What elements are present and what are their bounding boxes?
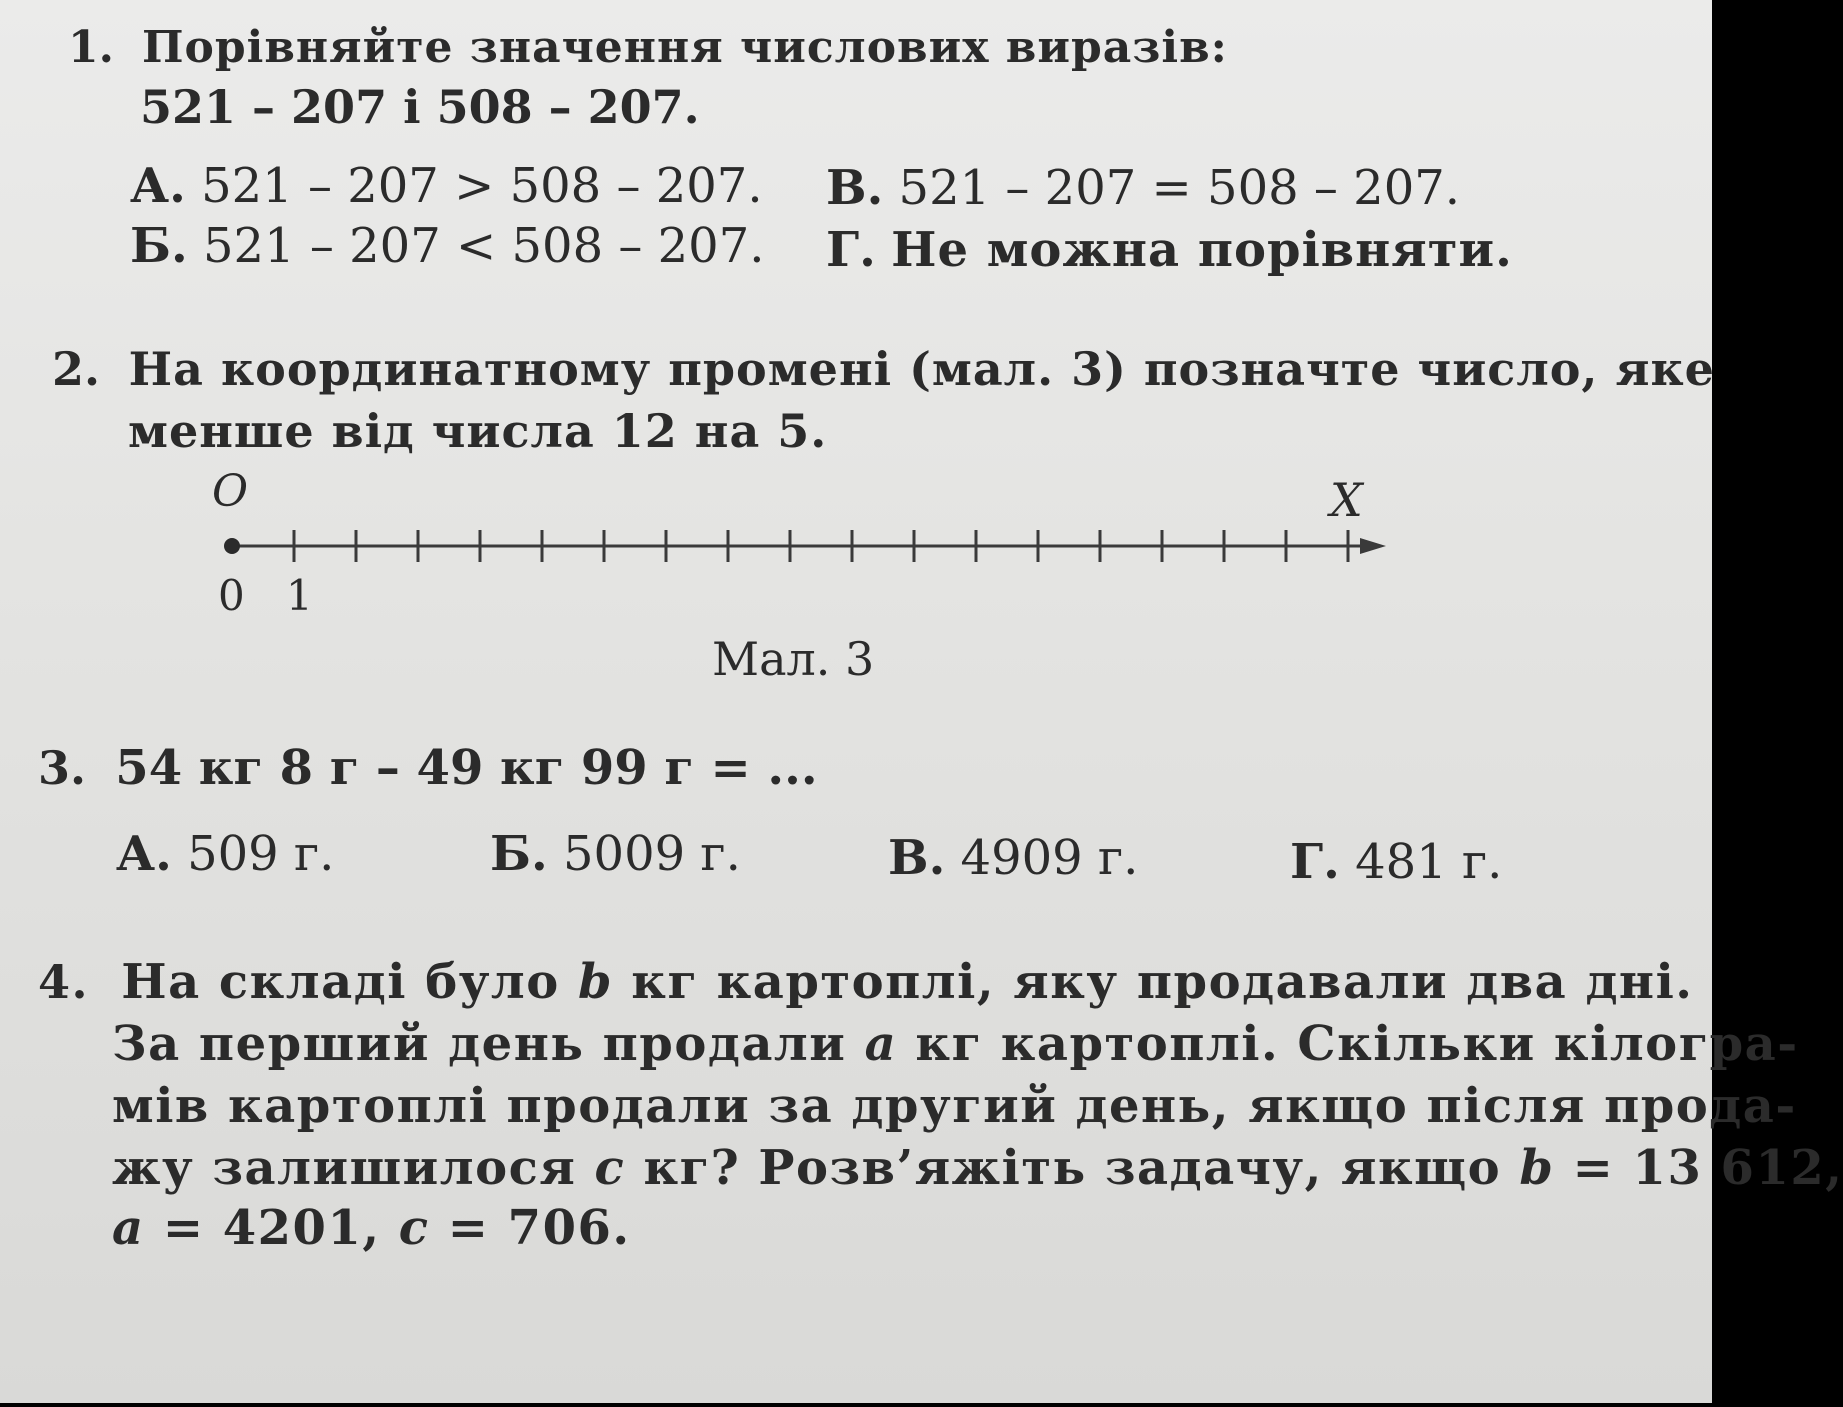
- q3-option-a-text: 509 г.: [187, 826, 335, 882]
- q4-line3: мів картоплі продали за другий день, якщо після прода-: [112, 1078, 1797, 1134]
- q4-number: 4.: [38, 955, 90, 1009]
- origin-label: O: [212, 466, 249, 517]
- q1-number: 1.: [68, 22, 114, 73]
- q4-var-b: b: [578, 954, 614, 1010]
- tick-label-zero: 0: [218, 571, 245, 620]
- q2-text-line2: менше від числа 12 на 5.: [128, 404, 828, 458]
- q3-option-g: [1290, 834, 1502, 890]
- q4-var-c2: c: [398, 1200, 430, 1256]
- q1-heading-line: [68, 22, 1228, 73]
- q1-option-a-text: 521 – 207 > 508 – 207.: [201, 158, 763, 214]
- q1-option-v: [826, 160, 1460, 216]
- q1-option-g-text: Не можна порівняти.: [891, 222, 1513, 278]
- q1-option-b-text: 521 – 207 < 508 – 207.: [203, 218, 765, 274]
- q1-option-v-text: 521 – 207 = 508 – 207.: [898, 160, 1461, 216]
- q3-option-g-text: 481 г.: [1355, 834, 1503, 890]
- q4-var-c: c: [594, 1140, 626, 1196]
- axis-label: X: [1330, 473, 1363, 527]
- q4-line1-text-b: кг картоплі, яку продавали два дні.: [631, 954, 1694, 1010]
- q3-option-a: [116, 826, 334, 882]
- q1-option-a-label: А.: [130, 158, 186, 214]
- q4-var-b2: b: [1519, 1140, 1555, 1196]
- q1-option-a: [130, 158, 763, 214]
- figure-caption: Мал. 3: [712, 632, 875, 686]
- q4-var-a2: a: [112, 1200, 145, 1256]
- q3-option-b: [490, 826, 741, 882]
- q1-expression: 521 – 207 і 508 – 207.: [140, 80, 700, 134]
- q4-line4: [112, 1140, 1843, 1196]
- coordinate-ray-figure: [190, 466, 1420, 636]
- q1-option-g-label: Г.: [826, 222, 876, 278]
- origin-point: [224, 538, 240, 554]
- q4-line5-text-b: = 706.: [447, 1200, 631, 1256]
- q4-line5-text-a: = 4201,: [162, 1200, 381, 1256]
- q1-heading: Порівняйте значення числових виразів:: [141, 22, 1228, 73]
- q4-line5: [112, 1200, 631, 1256]
- q3-option-v-label: В.: [888, 830, 946, 886]
- q4-line1-text-a: На складі було: [121, 954, 560, 1010]
- q2-text-line1: На координатному промені (мал. 3) позначте число, яке: [128, 342, 1715, 396]
- q4-line2-text-b: кг картоплі. Скільки кілогра-: [915, 1016, 1799, 1072]
- q3-option-b-label: Б.: [490, 826, 548, 882]
- q3-option-v: [888, 830, 1138, 886]
- q3-line: [38, 740, 818, 796]
- q1-option-g: [826, 222, 1513, 278]
- q4-line2: [112, 1016, 1799, 1072]
- q1-option-b: [130, 218, 765, 274]
- q3-number: 3.: [38, 741, 87, 795]
- q4-line4-text-a: жу залишилося: [112, 1140, 577, 1196]
- q3-option-a-label: А.: [116, 826, 172, 882]
- tick-label-one: 1: [286, 571, 313, 620]
- q2-number: 2.: [52, 342, 101, 396]
- q3-option-b-text: 5009 г.: [563, 826, 741, 882]
- q3-option-g-label: Г.: [1290, 834, 1340, 890]
- q4-line4-text-b: кг? Розв’яжіть задачу, якщо: [643, 1140, 1502, 1196]
- ray-arrowhead-icon: [1360, 538, 1386, 554]
- q4-line2-text-a: За перший день продали: [112, 1016, 847, 1072]
- q3-expression: 54 кг 8 г – 49 кг 99 г = ...: [115, 740, 818, 796]
- q1-option-b-label: Б.: [130, 218, 188, 274]
- q2-line1: [52, 342, 1715, 396]
- q4-line4-text-c: = 13 612,: [1572, 1140, 1843, 1196]
- q1-option-v-label: В.: [826, 160, 884, 216]
- q3-option-v-text: 4909 г.: [960, 830, 1139, 886]
- q4-line1: [38, 954, 1694, 1010]
- q4-var-a: a: [864, 1016, 898, 1072]
